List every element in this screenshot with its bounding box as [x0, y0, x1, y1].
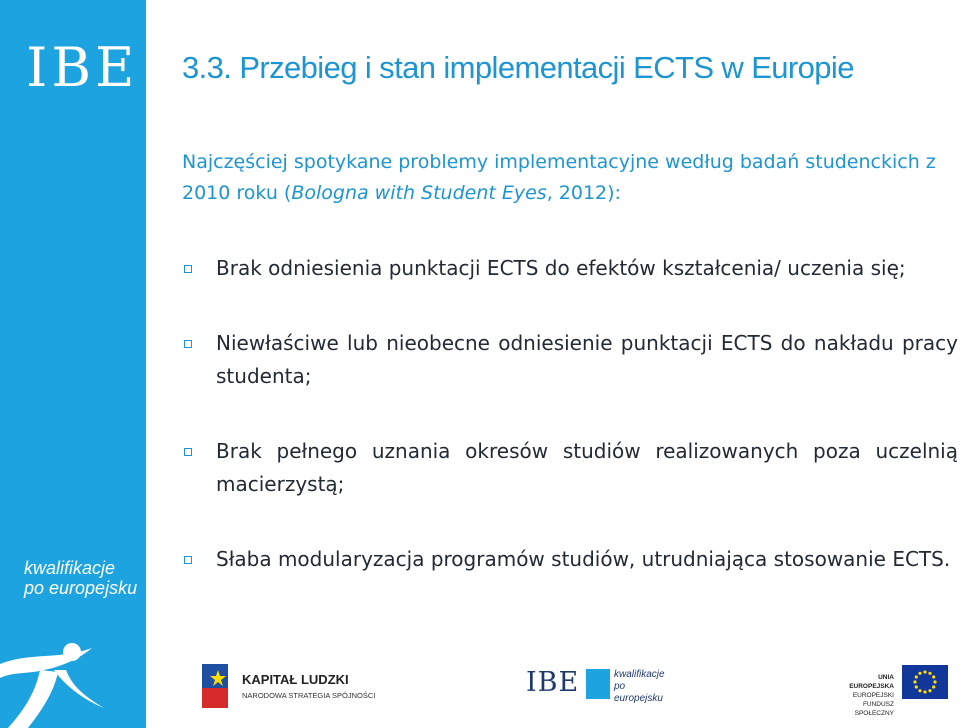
intro-paragraph [182, 147, 952, 209]
running-figure-icon [0, 612, 146, 728]
intro-text-end: , 2012): [546, 182, 621, 204]
ibe-figure-icon [586, 669, 610, 699]
eu-line-2: EUROPEJSKI [852, 692, 894, 699]
eu-logo-text [836, 673, 894, 718]
bullet-item [182, 435, 958, 501]
ibe-footer-logo [526, 667, 676, 707]
eu-logo [836, 665, 954, 717]
eu-flag-icon [902, 665, 948, 699]
intro-text-start: Najczęściej spotykane problemy implementacyjne według badań studenckich z 2010 roku ( [182, 151, 936, 204]
eu-line-3: FUNDUSZ SPOŁECZNY [854, 701, 894, 717]
ibe-footer-text: IBE [526, 667, 580, 698]
footer-logos [146, 655, 960, 728]
kapital-ludzki-emblem-icon [198, 660, 238, 712]
square-bullet-icon [184, 340, 192, 348]
bullet-item [182, 327, 958, 393]
ibe-tagline-line-1: kwalifikacje [614, 669, 665, 680]
ibe-footer-tagline [614, 669, 676, 705]
bullet-text: Niewłaściwe lub nieobecne odniesienie punktacji ECTS do nakładu pracy studenta; [216, 331, 958, 388]
kapital-ludzki-subtitle: NARODOWA STRATEGIA SPÓJNOŚCI [242, 691, 376, 700]
bullet-text: Brak pełnego uznania okresów studiów realizowanych poza uczelnią macierzystą; [216, 439, 958, 496]
sidebar-tagline [24, 558, 137, 598]
bullet-item [182, 252, 958, 285]
slide-title: 3.3. Przebieg i stan implementacji ECTS w Europie [182, 50, 854, 85]
bullet-item [182, 543, 958, 576]
intro-italic-source: Bologna with Student Eyes [291, 182, 547, 204]
bullet-text: Brak odniesienia punktacji ECTS do efektów kształcenia/ uczenia się; [216, 256, 906, 280]
ibe-tagline-line-2: po europejsku [614, 681, 663, 704]
bullet-text: Słaba modularyzacja programów studiów, utrudniająca stosowanie ECTS. [216, 547, 951, 571]
square-bullet-icon [184, 265, 192, 273]
tagline-line-2: po europejsku [24, 578, 138, 598]
kapital-ludzki-logo [198, 660, 388, 716]
eu-line-1: UNIA EUROPEJSKA [849, 674, 894, 690]
square-bullet-icon [184, 448, 192, 456]
square-bullet-icon [184, 556, 192, 564]
kapital-ludzki-title: KAPITAŁ LUDZKI [242, 672, 349, 687]
ibe-logo: IBE [26, 36, 139, 99]
tagline-line-1: kwalifikacje [24, 558, 116, 578]
bullet-list [182, 252, 958, 618]
sidebar [0, 0, 146, 728]
